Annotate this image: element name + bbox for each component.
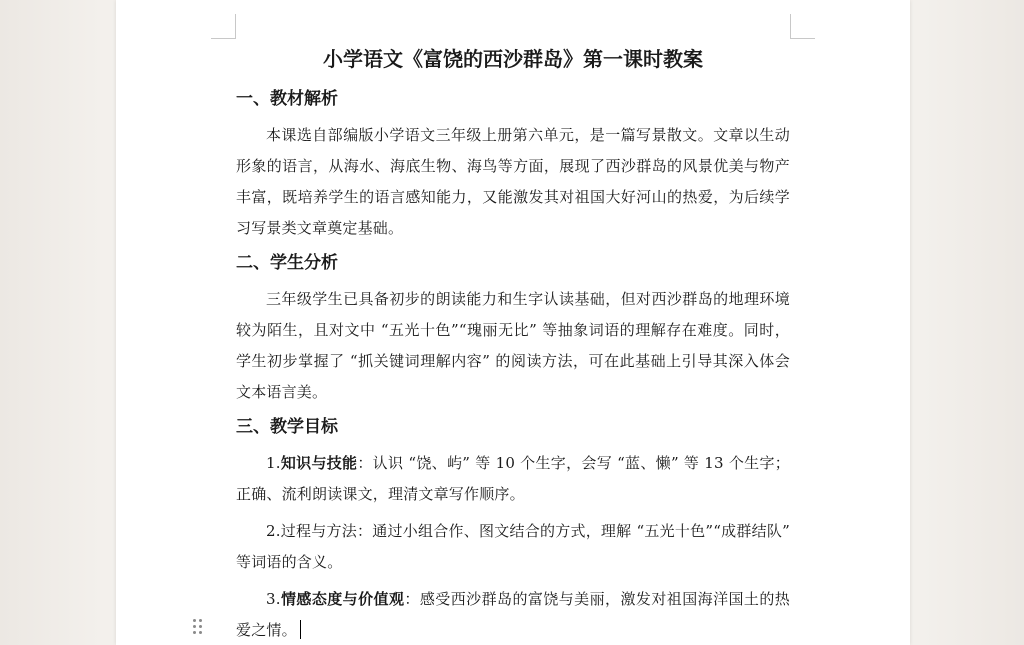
- text-cursor: [300, 620, 302, 639]
- section-heading[interactable]: 二、学生分析: [236, 253, 338, 273]
- goal-text: ：通过小组合作、图文结合的方式，理解 “五光十色”“成群结队” 等词语的含义。: [236, 522, 790, 571]
- document-body[interactable]: [236, 44, 790, 645]
- margin-corner-top-left: [211, 14, 236, 39]
- goal-item[interactable]: [236, 448, 790, 510]
- margin-corner-top-right: [790, 14, 815, 39]
- goal-label: 过程与方法: [280, 522, 357, 540]
- goal-text: ：感受西沙群岛的富饶与美丽，激发对祖国海洋国土的热爱之情。: [236, 590, 790, 639]
- goal-item[interactable]: [236, 584, 790, 645]
- goal-label: 知识与技能: [280, 454, 358, 472]
- goal-text: ：认识 “饶、屿” 等 10 个生字，会写 “蓝、懒” 等 13 个生字；正确、流利朗读课文，理清文章写作顺序。: [236, 454, 790, 503]
- document-page[interactable]: [116, 0, 910, 645]
- goal-number: 2.: [266, 522, 281, 540]
- goal-item[interactable]: [236, 516, 790, 578]
- paragraph[interactable]: 三年级学生已具备初步的朗读能力和生字认读基础，但对西沙群岛的地理环境较为陌生，且对文中 “五光十色”“瑰丽无比” 等抽象词语的理解存在难度。同时，学生初步掌握了 “抓关键词理解内容” 的阅读方法，可在此基础上引导其深入体会文本语言美。: [236, 290, 790, 401]
- document-title[interactable]: 小学语文《富饶的西沙群岛》第一课时教案: [323, 47, 703, 71]
- goal-number: 1.: [266, 454, 281, 472]
- section-heading[interactable]: 三、教学目标: [236, 417, 338, 437]
- section-heading[interactable]: 一、教材解析: [236, 89, 338, 109]
- goal-number: 3.: [266, 590, 281, 608]
- drag-handle-icon[interactable]: [193, 619, 203, 635]
- paragraph[interactable]: 本课选自部编版小学语文三年级上册第六单元，是一篇写景散文。文章以生动形象的语言，从海水、海底生物、海鸟等方面，展现了西沙群岛的风景优美与物产丰富，既培养学生的语言感知能力，又能激发其对祖国大好河山的热爱，为后续学习写景类文章奠定基础。: [236, 126, 790, 237]
- goal-label: 情感态度与价值观: [280, 590, 405, 608]
